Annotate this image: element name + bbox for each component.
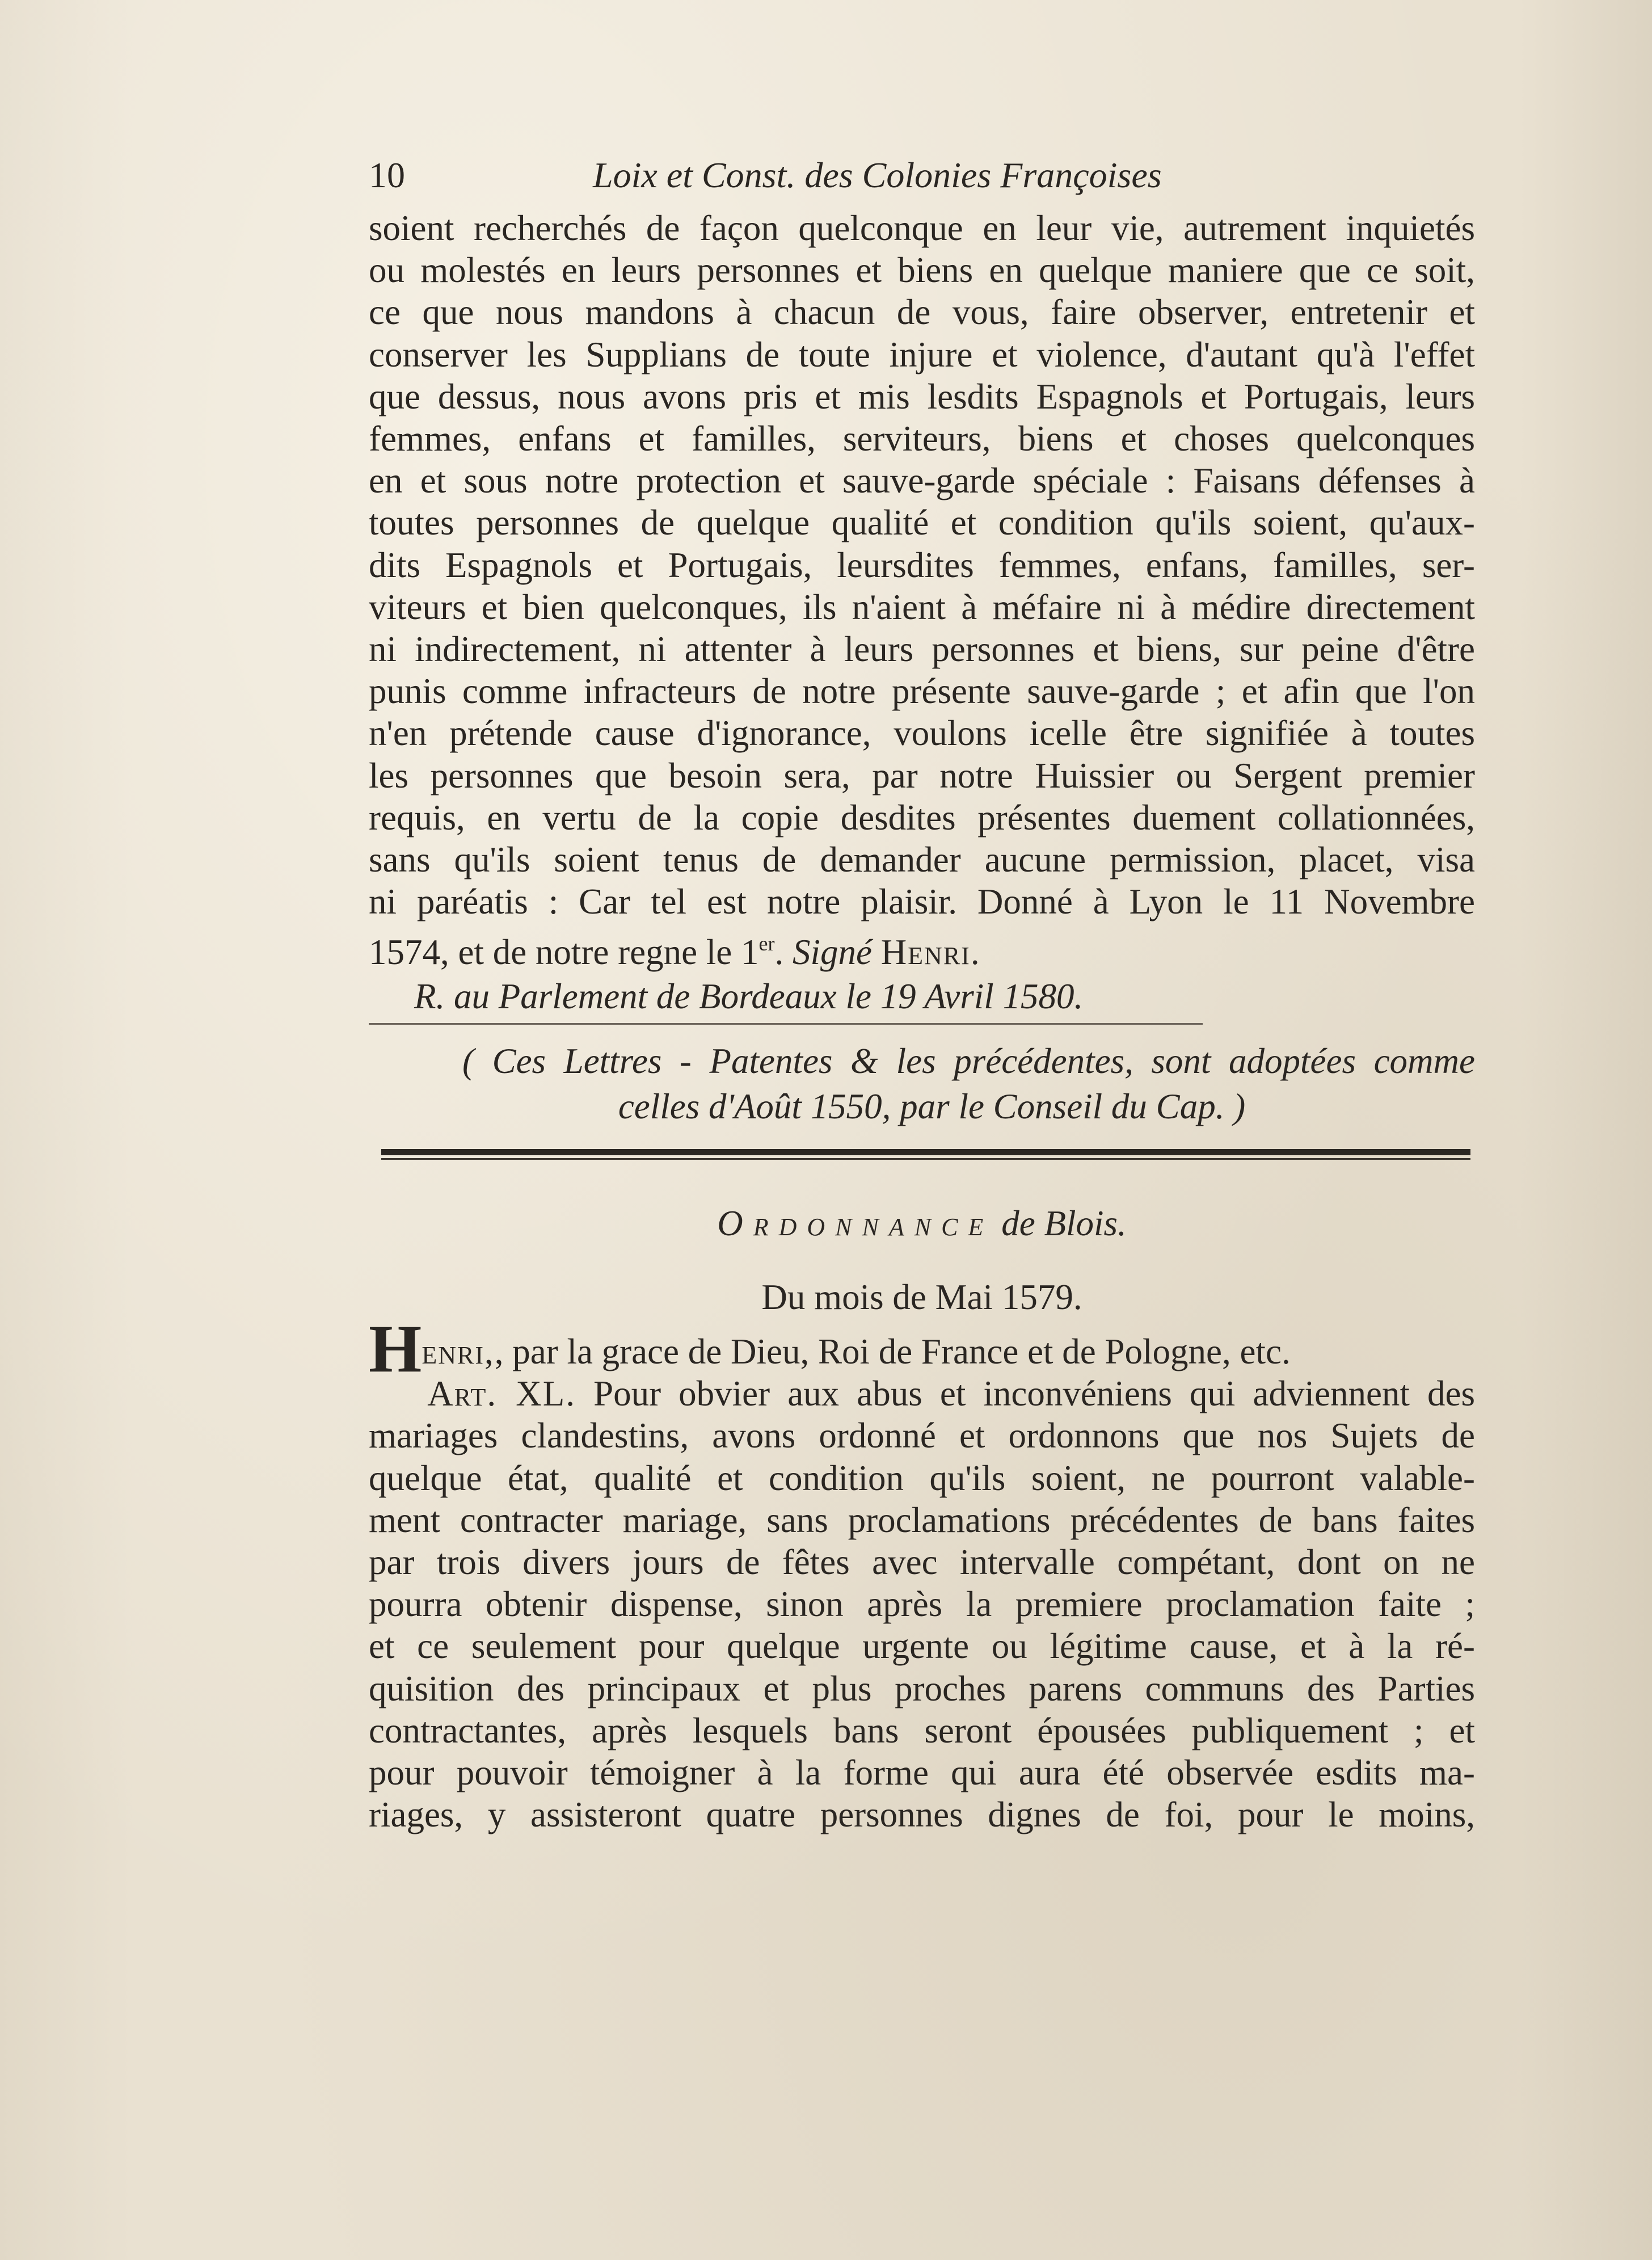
body-line: viteurs et bien quelconques, ils n'aient à méfaire ni à médire directement [369, 587, 1475, 627]
ordonnance-date: Du mois de Mai 1579. [761, 1277, 1082, 1317]
closing-text: , et de notre regne le 1 [440, 932, 759, 973]
body-line: punis comme infracteurs de notre présente sauve-garde ; et afin que l'on [369, 671, 1475, 712]
body-line: en et sous notre protection et sauve-garde spéciale : Faisans défenses à [369, 461, 1475, 501]
ordonnance-title-caps: Ordonnance [717, 1203, 994, 1243]
body-line: ce que nous mandons à chacun de vous, faire observer, entretenir et [369, 292, 1475, 333]
signature-label: Signé [792, 932, 872, 973]
body-line: ni paréatis : Car tel est notre plaisir. Donné à Lyon le 11 Novembre [369, 882, 1475, 922]
divider-thick-line [381, 1149, 1470, 1155]
opening-name: enri, [422, 1332, 495, 1371]
adoption-note-line: celles d'Août 1550, par le Conseil du Cap. ) [618, 1087, 1246, 1126]
body-line: sans qu'ils soient tenus de demander aucune permission, placet, visa [369, 840, 1475, 880]
article-label: Art. XL. [427, 1374, 576, 1414]
article-line: riages, y assisteront quatre personnes dignes de foi, pour le moins, [369, 1795, 1475, 1835]
body-line: femmes, enfans et familles, serviteurs, biens et choses quelconques [369, 419, 1475, 459]
ordonnance-text [369, 1311, 1475, 1836]
closing-superscript: er [758, 932, 775, 956]
article-line: pour pouvoir témoigner à la forme qui aura été observée esdits ma- [369, 1753, 1475, 1793]
drop-cap: H [369, 1311, 422, 1386]
body-line: soient recherchés de façon quelconque en leur vie, autrement inquietés [369, 208, 1475, 248]
ordonnance-title-rest: de Blois. [1001, 1203, 1127, 1243]
body-line: que dessus, nous avons pris et mis lesdits Espagnols et Portugais, leurs [369, 376, 1475, 416]
body-line: ni indirectement, ni attenter à leurs personnes et biens, sur peine d'être [369, 629, 1475, 670]
ordonnance-title [369, 1203, 1475, 1244]
signature-name: Henri. [880, 932, 981, 973]
article-line: pourra obtenir dispense, sinon après la premiere proclamation faite ; [369, 1584, 1475, 1624]
article-line: quelque état, qualité et condition qu'ils soient, ne pourront valable- [369, 1458, 1475, 1498]
article-line: ment contracter mariage, sans proclamations précédentes de bans faites [369, 1500, 1475, 1540]
article-line: Pour obvier aux abus et inconvéniens qui adviennent des [593, 1374, 1475, 1414]
running-head: Loix et Const. des Colonies Françoises [593, 155, 1162, 195]
adoption-note-line: ( Ces Lettres - Patentes & les précédentes, sont adoptées comme [462, 1041, 1475, 1081]
page-header [369, 149, 1237, 211]
article-line: par trois divers jours de fêtes avec intervalle compétant, dont on ne [369, 1542, 1475, 1583]
article-line: contractantes, après lesquels bans seront épousées publiquement ; et [369, 1710, 1475, 1750]
body-line: conserver les Supplians de toute injure et violence, d'autant qu'à l'effet [369, 334, 1475, 374]
registration-rule [369, 1023, 1203, 1025]
divider-thin-line [381, 1158, 1470, 1160]
body-line: requis, en vertu de la copie desdites présentes duement collationnées, [369, 797, 1475, 837]
body-line: toutes personnes de quelque qualité et condition qu'ils soient, qu'aux- [369, 503, 1475, 543]
body-line: dits Espagnols et Portugais, leursdites femmes, enfans, familles, ser- [369, 545, 1475, 585]
section-divider [381, 1149, 1470, 1161]
letters-patent-text [369, 207, 1475, 974]
closing-line: 1574, et de notre regne le 1er. Signé Henri. [369, 932, 981, 973]
opening-line [369, 1311, 1475, 1386]
article-line: mariages clandestins, avons ordonné et ordonnons que nos Sujets de [369, 1416, 1475, 1456]
article-line: et ce seulement pour quelque urgente ou légitime cause, et à la ré- [369, 1626, 1475, 1666]
body-line: les personnes que besoin sera, par notre Huissier ou Sergent premier [369, 755, 1475, 796]
article-first-line [369, 1373, 1475, 1415]
adoption-note [462, 1038, 1475, 1129]
page-number: 10 [369, 155, 405, 195]
registration-note: R. au Parlement de Bordeaux le 19 Avril 1580. [414, 977, 1084, 1016]
closing-year: 1574 [369, 932, 440, 973]
article-line: quisition des principaux et plus proches parens communs des Parties [369, 1668, 1475, 1708]
body-line: ou molestés en leurs personnes et biens en quelque maniere que ce soit, [369, 250, 1475, 291]
body-line: n'en prétende cause d'ignorance, voulons icelle être signifiée à toutes [369, 713, 1475, 754]
opening-text: , par la grace de Dieu, Roi de France et de Pologne, etc. [494, 1332, 1291, 1371]
